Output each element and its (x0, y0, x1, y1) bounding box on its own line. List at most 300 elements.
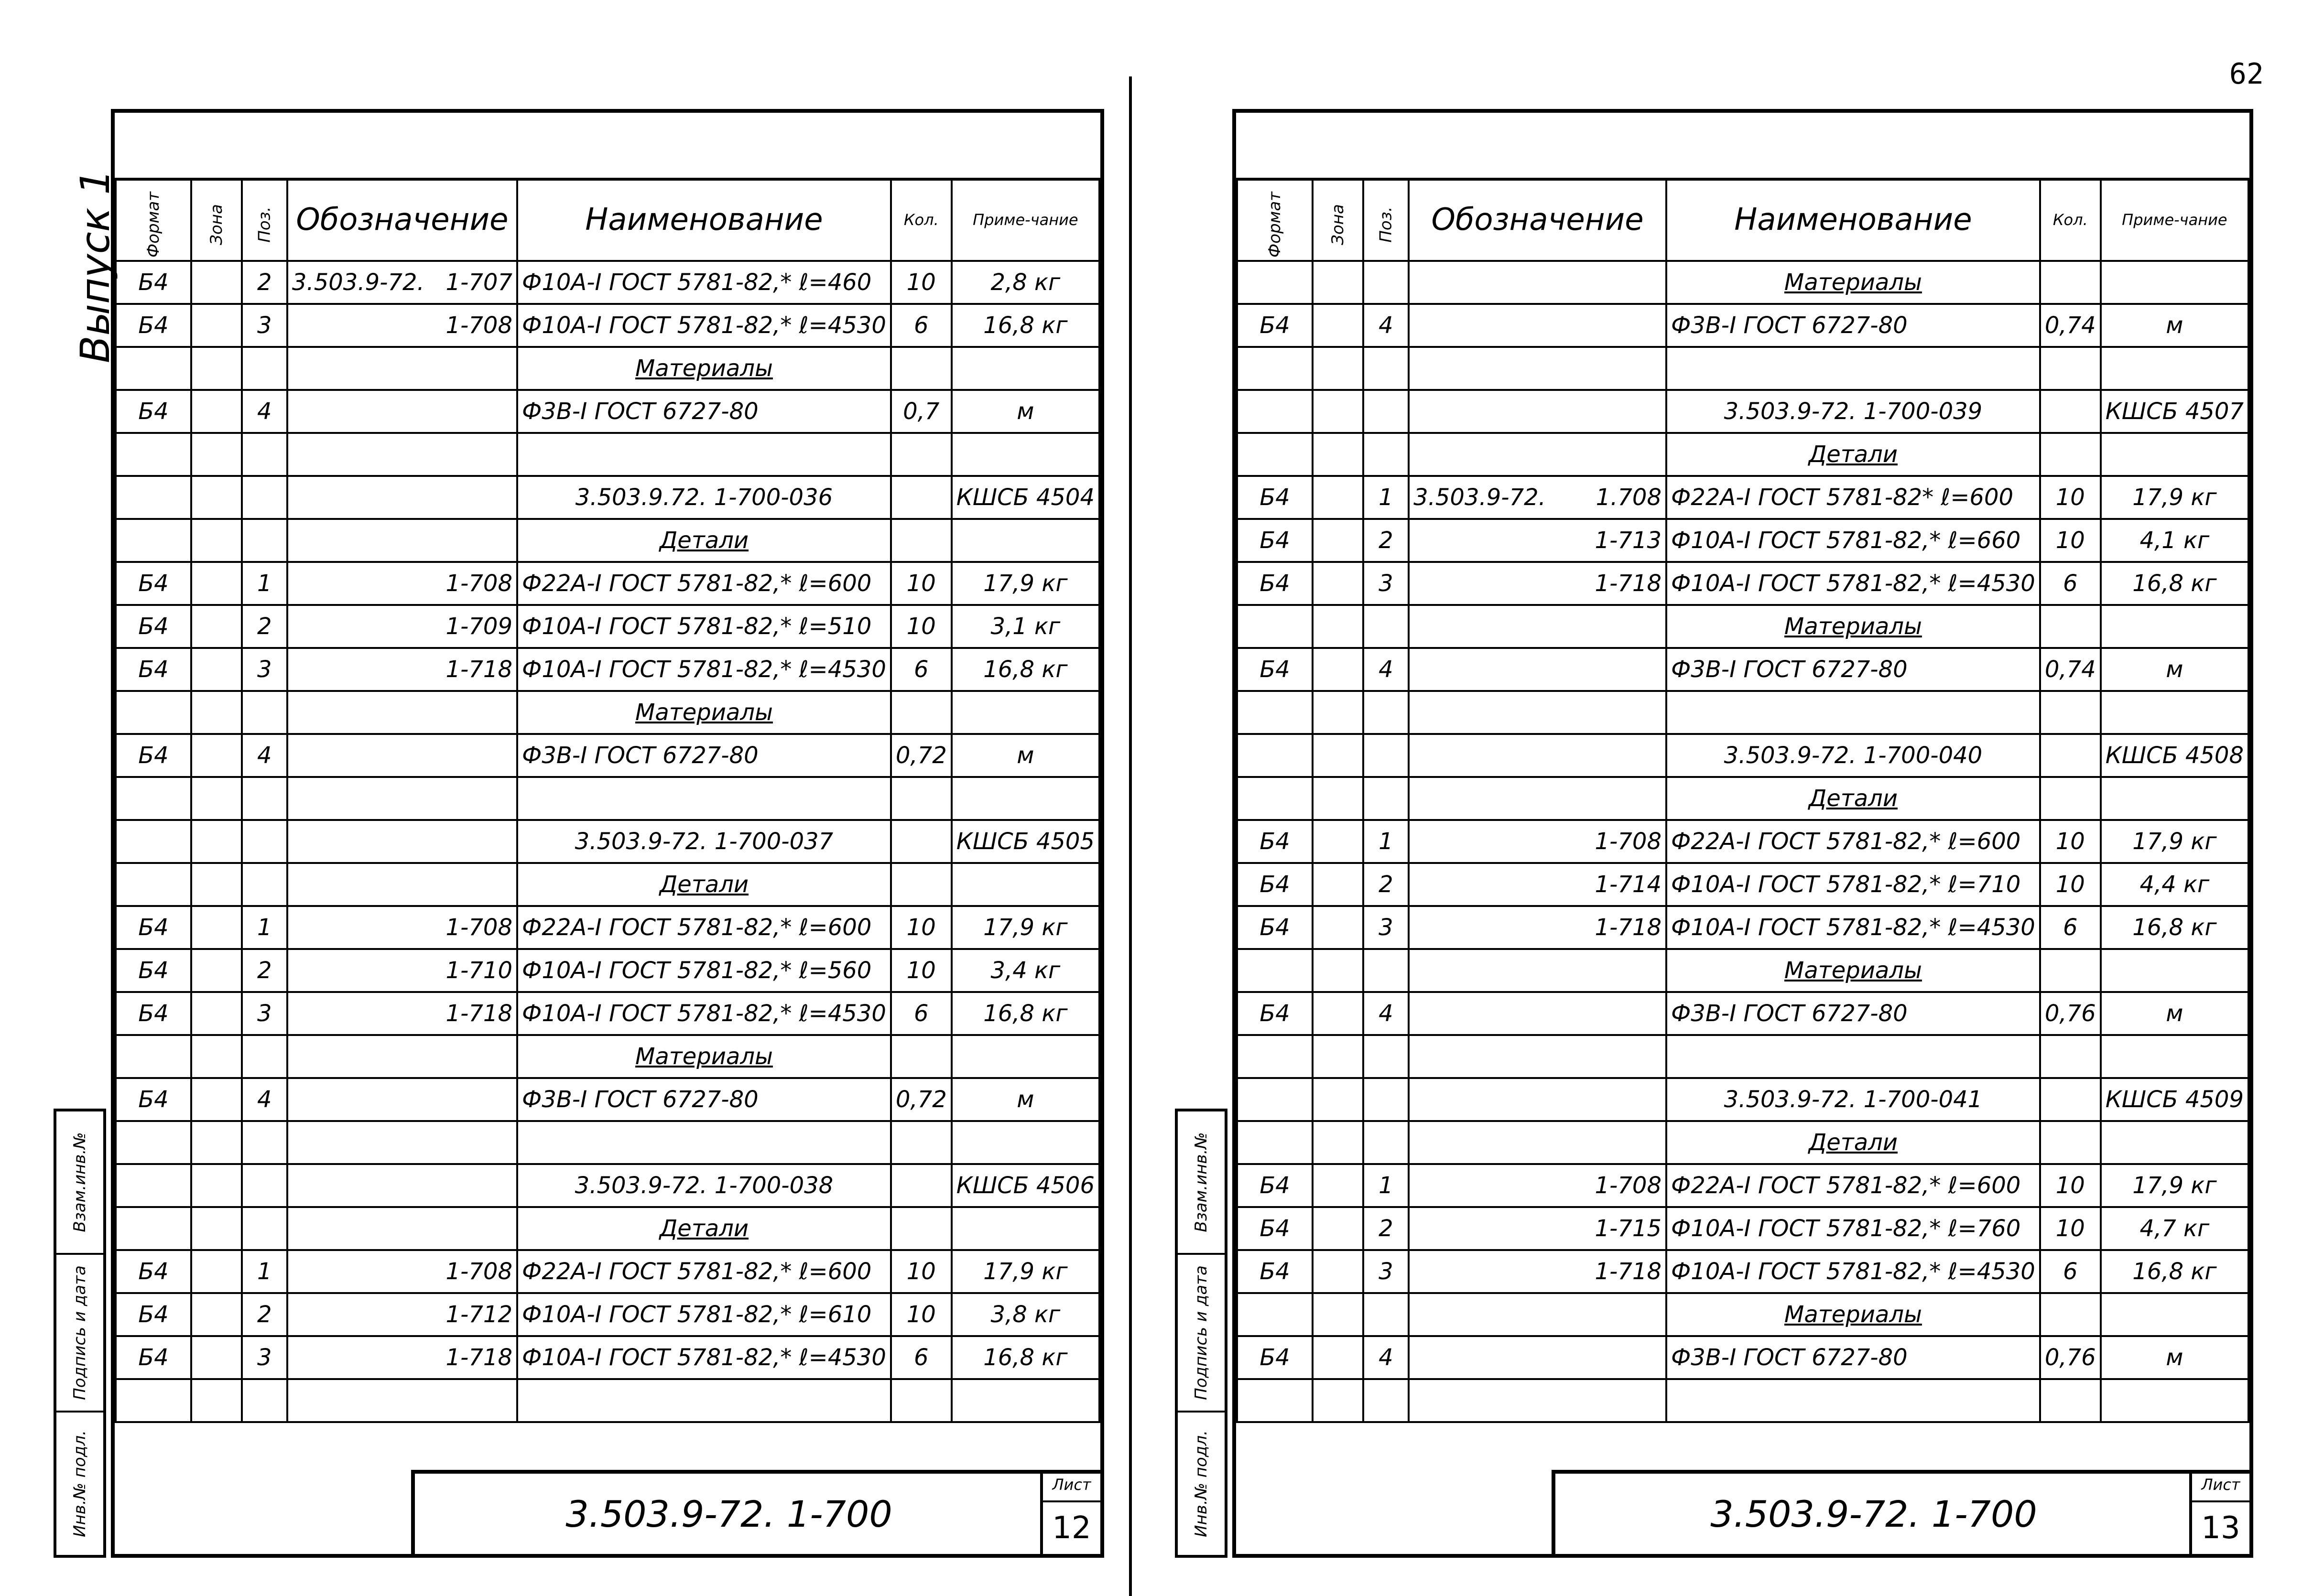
designation-cell (1409, 906, 1666, 949)
item-name: Ф3В-I ГОСТ 6727-80 (1666, 304, 2040, 347)
name-cell (517, 433, 891, 476)
format-cell: Б4 (1237, 648, 1313, 691)
designation-cell (1409, 304, 1666, 347)
table-row (1237, 261, 2248, 304)
qty-cell (2040, 734, 2101, 777)
note-cell: КШСБ 4506 (952, 1164, 1099, 1207)
designation-code: 1-718 (1595, 570, 1661, 597)
designation-cell (1409, 1035, 1666, 1078)
note-cell: 17,9 кг (2101, 820, 2248, 863)
qty-cell: 10 (2040, 1164, 2101, 1207)
col-designation: Обозначение (287, 179, 517, 261)
format-cell (116, 519, 191, 562)
zone-cell (1313, 476, 1363, 519)
zone-cell (191, 261, 242, 304)
zone-cell (191, 347, 242, 390)
designation-cell (287, 949, 517, 992)
pos-cell: 2 (242, 261, 287, 304)
item-name: Ф10А-I ГОСТ 5781-82,* ℓ=4530 (517, 992, 891, 1035)
zone-cell (1313, 261, 1363, 304)
note-cell: 4,1 кг (2101, 519, 2248, 562)
qty-cell (891, 1035, 952, 1078)
zone-cell (191, 1207, 242, 1250)
designation-code: 1-708 (1595, 1172, 1661, 1199)
pos-cell (1363, 1293, 1409, 1336)
item-name: Ф22А-I ГОСТ 5781-82* ℓ=600 (1666, 476, 2040, 519)
qty-cell: 10 (891, 906, 952, 949)
qty-cell: 10 (891, 261, 952, 304)
qty-cell: 0,76 (2040, 992, 2101, 1035)
table-row (116, 562, 1099, 605)
zone-cell (191, 476, 242, 519)
format-cell (116, 1379, 191, 1422)
pos-cell (1363, 605, 1409, 648)
format-cell (1237, 1078, 1313, 1121)
table-row (1237, 906, 2248, 949)
format-cell (1237, 1121, 1313, 1164)
designation-code: 1-709 (445, 613, 512, 640)
designation-code: 1-708 (445, 312, 512, 339)
qty-cell: 10 (2040, 519, 2101, 562)
note-cell: 3,8 кг (952, 1293, 1099, 1336)
item-name: Ф10А-I ГОСТ 5781-82,* ℓ=760 (1666, 1207, 2040, 1250)
pos-cell: 3 (1363, 906, 1409, 949)
pos-cell (242, 1035, 287, 1078)
table-row (1237, 304, 2248, 347)
pos-cell (1363, 261, 1409, 304)
col-pos: Поз. (1376, 206, 1396, 243)
spec-rows-left (116, 261, 1099, 1422)
table-row (116, 949, 1099, 992)
item-name: Ф10А-I ГОСТ 5781-82,* ℓ=560 (517, 949, 891, 992)
note-cell: КШСБ 4509 (2101, 1078, 2248, 1121)
designation-code: 1-715 (1595, 1215, 1661, 1242)
table-row (1237, 476, 2248, 519)
qty-cell: 10 (891, 605, 952, 648)
pos-cell (1363, 390, 1409, 433)
item-name: Ф10А-I ГОСТ 5781-82,* ℓ=4530 (517, 648, 891, 691)
zone-cell (1313, 863, 1363, 906)
zone-cell (1313, 1207, 1363, 1250)
col-format: Формат (1265, 192, 1284, 258)
zone-cell (191, 1035, 242, 1078)
pos-cell: 2 (242, 1293, 287, 1336)
pos-cell: 2 (1363, 863, 1409, 906)
note-cell: м (2101, 648, 2248, 691)
table-header (1237, 179, 2248, 261)
zone-cell (1313, 1379, 1363, 1422)
note-cell: м (2101, 304, 2248, 347)
pos-cell (242, 777, 287, 820)
pos-cell: 1 (242, 906, 287, 949)
format-cell (1237, 691, 1313, 734)
qty-cell (2040, 1293, 2101, 1336)
qty-cell (2040, 433, 2101, 476)
designation-cell (1409, 519, 1666, 562)
sheet-box (1040, 1474, 1100, 1554)
zone-cell (191, 691, 242, 734)
item-name: Ф22А-I ГОСТ 5781-82,* ℓ=600 (1666, 1164, 2040, 1207)
zone-cell (191, 949, 242, 992)
format-cell: Б4 (1237, 1250, 1313, 1293)
designation-code: 1-708 (445, 914, 512, 941)
format-cell (116, 1121, 191, 1164)
col-zone: Зона (1328, 204, 1347, 245)
designation-prefix: 3.503.9-72. (1413, 484, 1546, 511)
pos-cell (1363, 1121, 1409, 1164)
side-label-signature: Подпись и дата (70, 1265, 89, 1400)
designation-cell (1409, 691, 1666, 734)
qty-cell: 6 (891, 1336, 952, 1379)
top-band (1236, 113, 2249, 181)
designation-prefix: 3.503.9-72. (292, 269, 424, 296)
designation-cell (287, 863, 517, 906)
qty-cell (891, 777, 952, 820)
format-cell: Б4 (1237, 820, 1313, 863)
name-cell (517, 1121, 891, 1164)
format-cell: Б4 (116, 1336, 191, 1379)
format-cell: Б4 (1237, 906, 1313, 949)
zone-cell (191, 648, 242, 691)
qty-cell (2040, 347, 2101, 390)
note-cell: м (2101, 992, 2248, 1035)
designation-cell (287, 519, 517, 562)
pos-cell (242, 1121, 287, 1164)
table-row (116, 1336, 1099, 1379)
table-row (1237, 1336, 2248, 1379)
table-row (116, 261, 1099, 304)
note-cell (952, 1379, 1099, 1422)
item-name: Ф3В-I ГОСТ 6727-80 (1666, 992, 2040, 1035)
note-cell (2101, 777, 2248, 820)
qty-cell (2040, 605, 2101, 648)
zone-cell (1313, 906, 1363, 949)
zone-cell (191, 992, 242, 1035)
table-row (116, 390, 1099, 433)
note-cell (2101, 1379, 2248, 1422)
qty-cell (891, 433, 952, 476)
designation-cell (1409, 1379, 1666, 1422)
designation-cell (1409, 777, 1666, 820)
designation-cell (287, 605, 517, 648)
side-strip-left (54, 1109, 106, 1558)
item-name: Ф22А-I ГОСТ 5781-82,* ℓ=600 (1666, 820, 2040, 863)
section-heading: Материалы (1666, 605, 2040, 648)
title-stamp-left (411, 1470, 1100, 1554)
spec-table-left (115, 178, 1100, 1423)
pos-cell (242, 476, 287, 519)
designation-code: 1-708 (445, 1258, 512, 1285)
item-name: Ф10А-I ГОСТ 5781-82,* ℓ=4530 (1666, 562, 2040, 605)
pos-cell: 4 (242, 1078, 287, 1121)
qty-cell: 10 (2040, 1207, 2101, 1250)
designation-cell (1409, 1207, 1666, 1250)
item-name: Ф3В-I ГОСТ 6727-80 (1666, 1336, 2040, 1379)
qty-cell: 10 (2040, 476, 2101, 519)
qty-cell: 0,74 (2040, 648, 2101, 691)
zone-cell (1313, 777, 1363, 820)
zone-cell (1313, 304, 1363, 347)
format-cell: Б4 (1237, 1336, 1313, 1379)
note-cell: 17,9 кг (2101, 1164, 2248, 1207)
qty-cell: 6 (891, 648, 952, 691)
pos-cell (1363, 1078, 1409, 1121)
note-cell: 17,9 кг (952, 1250, 1099, 1293)
note-cell (952, 863, 1099, 906)
section-heading: Детали (517, 863, 891, 906)
title-stamp-right (1552, 1470, 2249, 1554)
note-cell: 3,1 кг (952, 605, 1099, 648)
format-cell (116, 820, 191, 863)
pos-cell: 1 (1363, 476, 1409, 519)
designation-cell (287, 390, 517, 433)
note-cell (2101, 433, 2248, 476)
format-cell: Б4 (116, 390, 191, 433)
table-row (1237, 347, 2248, 390)
note-cell (2101, 1121, 2248, 1164)
designation-cell (287, 1121, 517, 1164)
note-cell: 2,8 кг (952, 261, 1099, 304)
qty-cell: 10 (2040, 863, 2101, 906)
zone-cell (191, 1250, 242, 1293)
pos-cell: 4 (1363, 304, 1409, 347)
designation-cell (1409, 605, 1666, 648)
designation-cell (287, 691, 517, 734)
format-cell: Б4 (1237, 992, 1313, 1035)
format-cell (116, 1035, 191, 1078)
format-cell: Б4 (1237, 562, 1313, 605)
table-row (116, 433, 1099, 476)
pos-cell: 3 (242, 1336, 287, 1379)
qty-cell (2040, 390, 2101, 433)
item-name: Ф10А-I ГОСТ 5781-82,* ℓ=510 (517, 605, 891, 648)
format-cell: Б4 (116, 605, 191, 648)
qty-cell (2040, 949, 2101, 992)
col-format: Формат (143, 192, 163, 258)
qty-cell: 6 (2040, 906, 2101, 949)
zone-cell (191, 863, 242, 906)
table-row (116, 777, 1099, 820)
qty-cell: 6 (891, 304, 952, 347)
designation-cell (287, 433, 517, 476)
format-cell: Б4 (116, 304, 191, 347)
section-heading: Материалы (517, 347, 891, 390)
zone-cell (1313, 433, 1363, 476)
note-cell: м (952, 734, 1099, 777)
qty-cell (891, 863, 952, 906)
zone-cell (191, 1121, 242, 1164)
format-cell (1237, 433, 1313, 476)
zone-cell (1313, 562, 1363, 605)
qty-cell (891, 347, 952, 390)
spec-rows-right (1237, 261, 2248, 1422)
table-row (116, 519, 1099, 562)
note-cell (952, 777, 1099, 820)
format-cell (1237, 1293, 1313, 1336)
designation-cell (1409, 1121, 1666, 1164)
designation-cell (1409, 1164, 1666, 1207)
zone-cell (191, 390, 242, 433)
note-cell: 16,8 кг (2101, 562, 2248, 605)
item-name: Ф22А-I ГОСТ 5781-82,* ℓ=600 (517, 1250, 891, 1293)
table-row (116, 1035, 1099, 1078)
pos-cell (1363, 347, 1409, 390)
pos-cell (1363, 777, 1409, 820)
qty-cell (2040, 777, 2101, 820)
note-cell (2101, 691, 2248, 734)
pos-cell: 4 (242, 734, 287, 777)
qty-cell: 0,72 (891, 1078, 952, 1121)
format-cell: Б4 (116, 949, 191, 992)
pos-cell: 3 (1363, 1250, 1409, 1293)
zone-cell (1313, 949, 1363, 992)
designation-code: 1-718 (445, 1000, 512, 1027)
pos-cell: 2 (1363, 1207, 1409, 1250)
table-row (116, 476, 1099, 519)
designation-cell (1409, 261, 1666, 304)
designation-cell (287, 261, 517, 304)
pos-cell: 3 (242, 304, 287, 347)
table-row (1237, 863, 2248, 906)
sheet-right (1232, 109, 2253, 1558)
section-heading: Детали (1666, 433, 2040, 476)
assembly-code: 3.503.9-72. 1-700-037 (517, 820, 891, 863)
table-row (116, 1164, 1099, 1207)
stamp-code: 3.503.9-72. 1-700 (565, 1492, 892, 1535)
qty-cell (2040, 1379, 2101, 1422)
side-label-signature: Подпись и дата (1192, 1265, 1211, 1400)
zone-cell (191, 519, 242, 562)
designation-cell (1409, 476, 1666, 519)
zone-cell (1313, 648, 1363, 691)
pos-cell (242, 691, 287, 734)
section-heading: Материалы (1666, 261, 2040, 304)
col-designation: Обозначение (1409, 179, 1666, 261)
note-cell: 16,8 кг (952, 1336, 1099, 1379)
table-row (1237, 1293, 2248, 1336)
col-name: Наименование (1666, 179, 2040, 261)
section-heading: Материалы (517, 1035, 891, 1078)
pos-cell: 4 (1363, 1336, 1409, 1379)
designation-code: 1-708 (1595, 828, 1661, 855)
table-row (1237, 820, 2248, 863)
designation-cell (1409, 734, 1666, 777)
stamp-code: 3.503.9-72. 1-700 (1710, 1492, 2037, 1535)
fold-line (1129, 76, 1132, 1596)
assembly-code: 3.503.9-72. 1-700-041 (1666, 1078, 2040, 1121)
section-heading: Материалы (1666, 949, 2040, 992)
designation-cell (1409, 347, 1666, 390)
format-cell: Б4 (116, 261, 191, 304)
zone-cell (1313, 691, 1363, 734)
pos-cell (1363, 433, 1409, 476)
format-cell: Б4 (116, 1078, 191, 1121)
note-cell: 16,8 кг (2101, 1250, 2248, 1293)
zone-cell (1313, 734, 1363, 777)
zone-cell (191, 820, 242, 863)
format-cell (116, 433, 191, 476)
table-row (116, 1078, 1099, 1121)
format-cell (1237, 1379, 1313, 1422)
designation-cell (287, 648, 517, 691)
side-label-replace: Взам.инв.№ (70, 1132, 89, 1232)
col-zone: Зона (206, 204, 226, 245)
designation-cell (287, 562, 517, 605)
pos-cell: 4 (242, 390, 287, 433)
table-row (1237, 1379, 2248, 1422)
table-row (1237, 1207, 2248, 1250)
designation-cell (1409, 390, 1666, 433)
note-cell: м (2101, 1336, 2248, 1379)
section-heading: Детали (1666, 1121, 2040, 1164)
note-cell: КШСБ 4504 (952, 476, 1099, 519)
table-row (116, 691, 1099, 734)
designation-code: 1-718 (445, 656, 512, 683)
note-cell (2101, 1293, 2248, 1336)
pos-cell: 3 (242, 992, 287, 1035)
table-row (1237, 1121, 2248, 1164)
designation-cell (287, 1336, 517, 1379)
pos-cell: 1 (1363, 820, 1409, 863)
qty-cell (2040, 1078, 2101, 1121)
zone-cell (191, 562, 242, 605)
note-cell: 17,9 кг (952, 906, 1099, 949)
format-cell: Б4 (116, 992, 191, 1035)
designation-code: 1-718 (1595, 1258, 1661, 1285)
format-cell: Б4 (116, 562, 191, 605)
note-cell: 17,9 кг (2101, 476, 2248, 519)
format-cell (116, 777, 191, 820)
pos-cell: 3 (1363, 562, 1409, 605)
assembly-code: 3.503.9.72. 1-700-036 (517, 476, 891, 519)
designation-cell (287, 906, 517, 949)
pos-cell (242, 433, 287, 476)
qty-cell (2040, 691, 2101, 734)
designation-cell (287, 734, 517, 777)
format-cell: Б4 (116, 648, 191, 691)
table-row (1237, 519, 2248, 562)
zone-cell (1313, 519, 1363, 562)
designation-cell (287, 1250, 517, 1293)
pos-cell: 1 (242, 1250, 287, 1293)
top-band (115, 113, 1100, 181)
qty-cell (891, 1164, 952, 1207)
format-cell: Б4 (1237, 519, 1313, 562)
note-cell (2101, 347, 2248, 390)
qty-cell: 10 (891, 949, 952, 992)
note-cell (952, 1121, 1099, 1164)
pos-cell: 1 (242, 562, 287, 605)
item-name: Ф10А-I ГОСТ 5781-82,* ℓ=4530 (1666, 906, 2040, 949)
table-row (1237, 691, 2248, 734)
format-cell: Б4 (1237, 476, 1313, 519)
assembly-code: 3.503.9-72. 1-700-038 (517, 1164, 891, 1207)
zone-cell (1313, 1078, 1363, 1121)
issue-label: Выпуск 1 (72, 169, 119, 363)
item-name: Ф10А-I ГОСТ 5781-82,* ℓ=660 (1666, 519, 2040, 562)
note-cell: КШСБ 4507 (2101, 390, 2248, 433)
designation-cell (287, 347, 517, 390)
qty-cell (2040, 1035, 2101, 1078)
note-cell: 16,8 кг (952, 304, 1099, 347)
col-note: Приме-чание (2101, 179, 2248, 261)
designation-code: 1-707 (445, 269, 512, 296)
side-label-inventory: Инв.№ подл. (1192, 1430, 1211, 1537)
name-cell (1666, 347, 2040, 390)
sheet-number: 13 (2201, 1510, 2240, 1546)
note-cell (952, 1035, 1099, 1078)
qty-cell (891, 1121, 952, 1164)
